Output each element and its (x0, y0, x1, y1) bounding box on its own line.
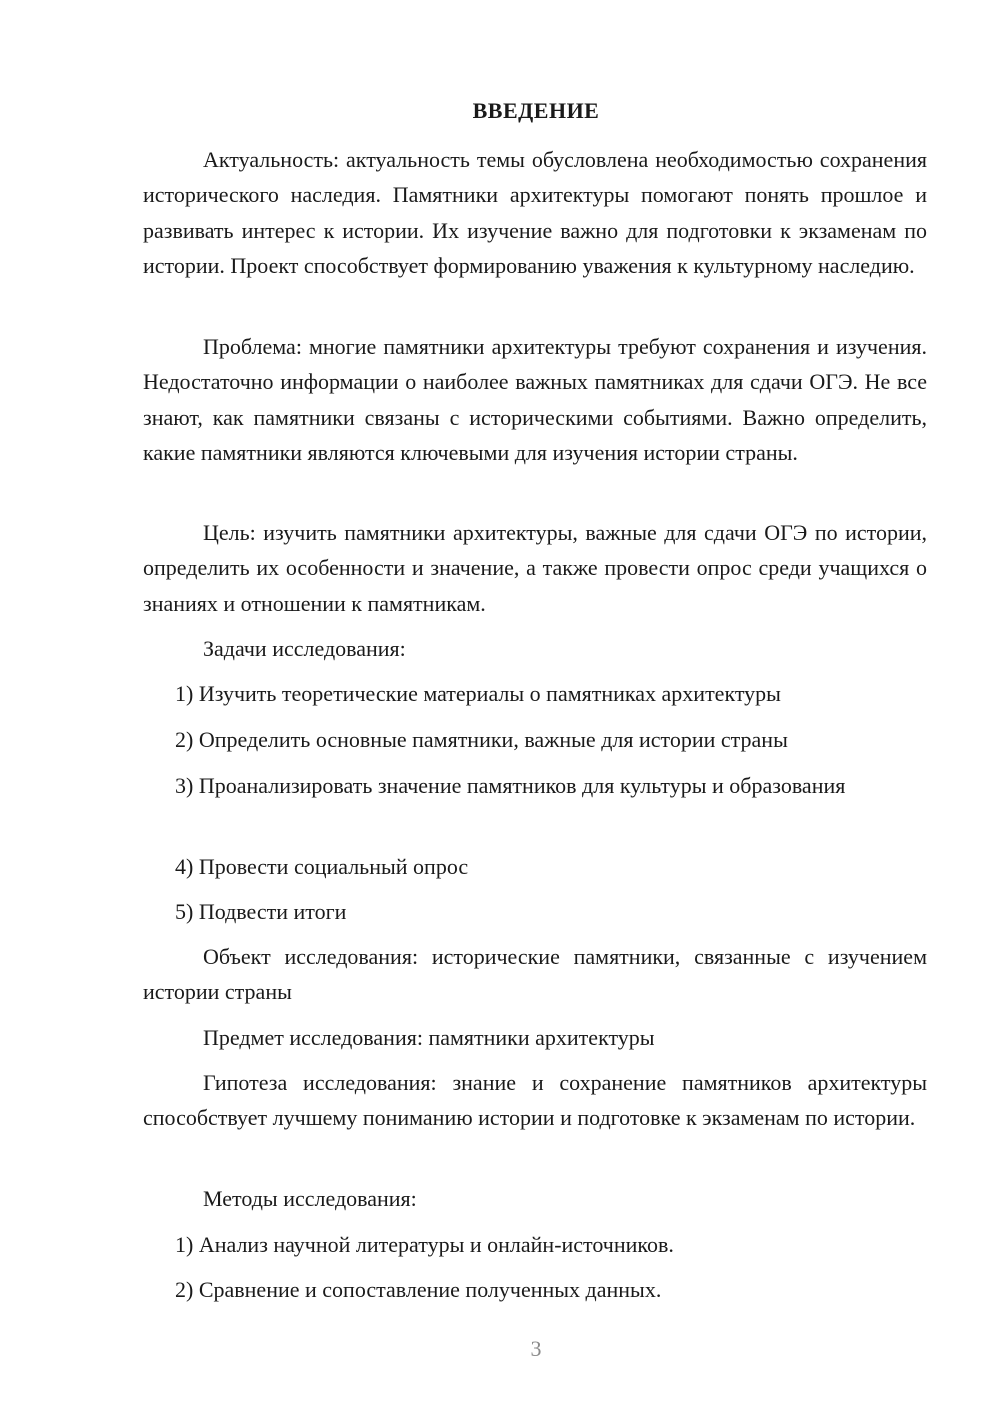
tasks-heading: Задачи исследования: (203, 636, 406, 661)
list-item-task-3: 3) Проанализировать значение памятников для культуры и образования (175, 773, 846, 798)
list-item-task-1: 1) Изучить теоретические материалы о памятниках архитектуры (175, 681, 781, 706)
page-title: ВВЕДЕНИЕ (472, 98, 600, 123)
list-item-task-4: 4) Провести социальный опрос (175, 854, 469, 879)
paragraph-hypothesis: Гипотеза исследования: знание и сохранение памятников архитектуры способствует лучшему пониманию истории и подготовке к экзаменам по истории. (143, 1070, 927, 1131)
paragraph-object: Объект исследования: исторические памятники, связанные с изучением истории страны (143, 944, 927, 1005)
paragraph-relevance: Актуальность: актуальность темы обусловлена необходимостью сохранения исторического наследия. Памятники архитектуры помогают понять прошлое и развивать интерес к истории. Их изучение важно для подготовки к экзаменам по истории. Проект способствует формированию уважения к культурному наследию. (143, 147, 927, 278)
paragraph-goal: Цель: изучить памятники архитектуры, важные для сдачи ОГЭ по истории, определить их особенности и значение, а также провести опрос среди учащихся о знаниях и отношении к памятникам. (143, 520, 927, 616)
paragraph-subject: Предмет исследования: памятники архитектуры (203, 1025, 655, 1050)
list-item-method-1: 1) Анализ научной литературы и онлайн-источников. (175, 1232, 674, 1257)
page-number: 3 (530, 1336, 542, 1361)
paragraph-problem: Проблема: многие памятники архитектуры требуют сохранения и изучения. Недостаточно информации о наиболее важных памятниках для сдачи ОГЭ. Не все знают, как памятники связаны с историческими событиями. Важно определить, какие памятники являются ключевыми для изучения истории страны. (143, 334, 927, 465)
methods-heading: Методы исследования: (203, 1186, 417, 1211)
list-item-task-5: 5) Подвести итоги (175, 899, 347, 924)
list-item-method-2: 2) Сравнение и сопоставление полученных данных. (175, 1277, 662, 1302)
list-item-task-2: 2) Определить основные памятники, важные для истории страны (175, 727, 788, 752)
